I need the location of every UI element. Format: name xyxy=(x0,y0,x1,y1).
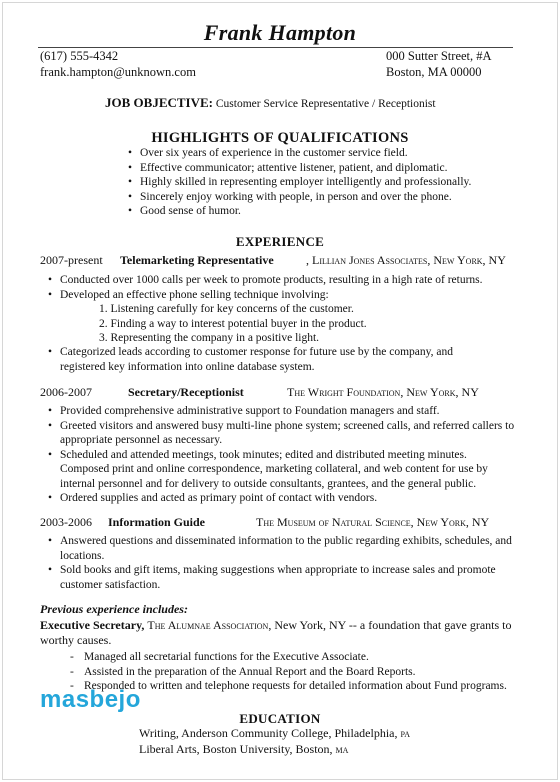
street-address: 000 Sutter Street, #A xyxy=(386,49,492,63)
list-item: • Provided comprehensive administrative support to Foundation managers and staff. xyxy=(48,404,516,419)
list-item: - Responded to written and telephone requests for detailed information about Fund programs. xyxy=(70,679,540,694)
job-title: Secretary/Receptionist xyxy=(128,385,244,399)
list-item: • Sold books and gift items, making suggestions when appropriate to increase sales and promote customer satisfaction. xyxy=(48,563,518,592)
list-item: 1. Listening carefully for key concerns of the customer. xyxy=(99,303,354,315)
job-1-bullets xyxy=(48,273,523,302)
job-organization: The Wright Foundation, New York, NY xyxy=(287,385,479,399)
education-state-2: ma xyxy=(335,742,349,756)
previous-experience-label: Previous experience includes: xyxy=(40,602,188,616)
job-1-numbered xyxy=(99,302,519,346)
previous-role xyxy=(40,618,520,648)
education-line-2: Liberal Arts, Boston University, Boston, xyxy=(139,742,333,756)
list-item: • Highly skilled in representing employer intelligently and professionally. xyxy=(128,175,528,190)
contact-left xyxy=(40,48,196,80)
job-years: 2003-2006 xyxy=(40,515,92,529)
list-item: • Effective communicator; attentive listener, patient, and diplomatic. xyxy=(128,161,528,176)
watermark-logo: masbejo xyxy=(40,686,141,713)
job-title: Telemarketing Representative xyxy=(120,253,274,267)
highlights-list xyxy=(128,146,528,219)
phone-number: (617) 555-4342 xyxy=(40,49,119,63)
education-entry xyxy=(139,742,348,757)
previous-role-description: , New York, NY -- a foundation that gave grants to worthy causes. xyxy=(40,618,512,647)
previous-role-title: Executive Secretary, xyxy=(40,618,145,632)
education-line-1: Writing, Anderson Community College, Philadelphia, xyxy=(139,726,398,740)
candidate-name: Frank Hampton xyxy=(203,20,357,45)
job-years: 2006-2007 xyxy=(40,385,92,399)
highlights-heading: HIGHLIGHTS OF QUALIFICATIONS xyxy=(151,130,409,146)
list-item: • Categorized leads according to customer response for future use by the company, and registered key information into online database system. xyxy=(48,345,478,374)
contact-right xyxy=(386,48,492,80)
list-item: • Answered questions and disseminated information to the public regarding exhibits, schedules, and locations. xyxy=(48,534,518,563)
list-item: • Over six years of experience in the customer service field. xyxy=(128,146,528,161)
list-item: • Conducted over 1000 calls per week to promote products, resulting in a high rate of returns. xyxy=(48,273,523,288)
job-3-bullets xyxy=(48,534,518,592)
education-entry xyxy=(139,726,410,741)
list-item: 3. Representing the company in a positive light. xyxy=(99,332,320,344)
job-years: 2007-present xyxy=(40,253,103,267)
job-title: Information Guide xyxy=(108,515,206,529)
list-item: - Managed all secretarial functions for the Executive Associate. xyxy=(70,650,540,665)
email-address: frank.hampton@unknown.com xyxy=(40,65,196,79)
objective-label: JOB OBJECTIVE: xyxy=(105,95,213,110)
education-heading: EDUCATION xyxy=(239,711,321,726)
education-state-1: pa xyxy=(400,726,410,740)
job-2-bullets xyxy=(48,404,516,506)
job-organization: The Museum of Natural Science, New York, NY xyxy=(256,515,490,529)
experience-heading: EXPERIENCE xyxy=(235,234,325,249)
list-item: - Assisted in the preparation of the Annual Report and the Board Reports. xyxy=(70,665,540,680)
list-item: • Ordered supplies and acted as primary point of contact with vendors. xyxy=(48,491,516,506)
objective-text: Customer Service Representative / Receptionist xyxy=(215,98,436,110)
list-item: • Scheduled and attended meetings, took minutes; edited and distributed meeting minutes. Composed print and online correspondence, marketing collateral, and web content for use by internal personnel and for delivery to outside consultants, grantees, and the general public. xyxy=(48,448,516,492)
list-item: • Greeted visitors and answered busy multi-line phone system; screened calls, and referred callers to appropriate personnel as necessary. xyxy=(48,419,516,448)
job-organization: , Lillian Jones Associates, New York, NY xyxy=(306,253,506,267)
list-item: 2. Finding a way to interest potential buyer in the product. xyxy=(99,317,367,330)
previous-role-org: The Alumnae Association xyxy=(147,618,269,632)
job-1-bullets-after xyxy=(48,345,478,374)
list-item: • Good sense of humor. xyxy=(128,204,528,219)
list-item: • Developed an effective phone selling technique involving: xyxy=(48,288,523,303)
list-item: • Sincerely enjoy working with people, in person and over the phone. xyxy=(128,190,528,205)
city-address: Boston, MA 00000 xyxy=(386,65,482,79)
job-objective xyxy=(105,95,436,111)
